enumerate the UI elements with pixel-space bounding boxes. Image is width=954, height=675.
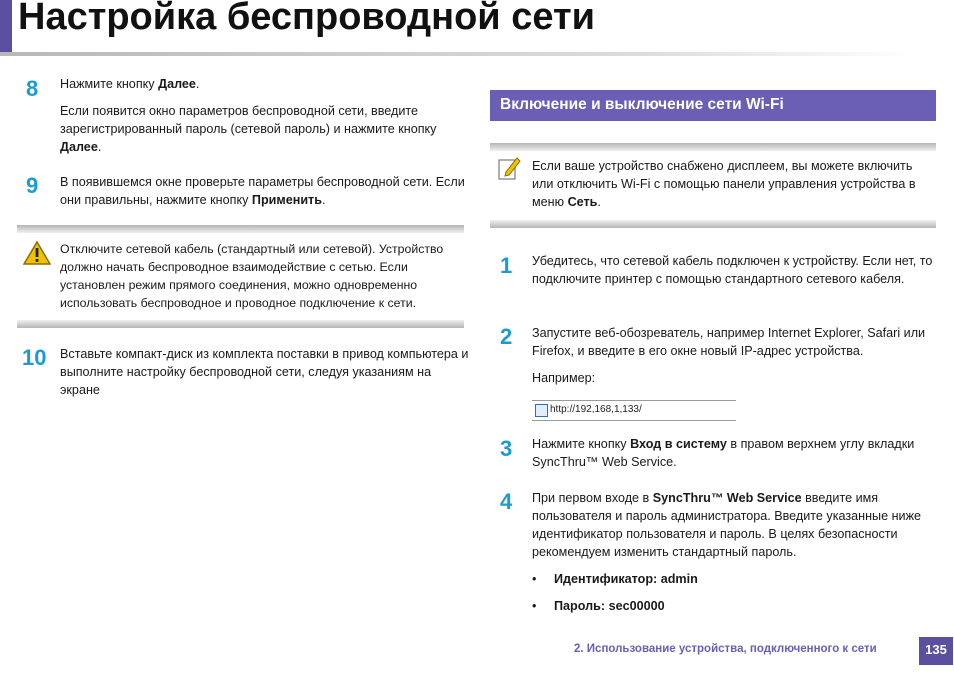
step-10-text: Вставьте компакт-диск из комплекта поставки в привод компьютера и выполните настройку беспроводной сети, следуя указаниям на экране (60, 347, 469, 397)
step-1-text: Убедитесь, что сетевой кабель подключен к устройству. Если нет, то подключите принтер с помощью стандартного сетевого кабеля. (532, 254, 933, 286)
step-8-para2: Если появится окно параметров беспроводной сети, введите зарегистрированный пароль (сетевой пароль) и нажмите кнопку Далее. (60, 104, 437, 154)
page-title: Настройка беспроводной сети (18, 0, 595, 38)
note-text: Если ваше устройство снабжено дисплеем, вы можете включить или отключить Wi-Fi с помощью панели управления устройства в меню Сеть. (532, 159, 916, 209)
step-3-text: Нажмите кнопку Вход в систему в правом верхнем углу вкладки SyncThru™ Web Service. (532, 437, 915, 469)
title-accent-bar (0, 0, 12, 52)
bullet-marker: • (532, 572, 537, 586)
caution-text: Отключите сетевой кабель (стандартный или сетевой). Устройство должно начать беспроводное взаимодействие с сетью. Если установлен режим прямого соединения, можно одновременно использовать беспроводное и проводное подключение к сети. (60, 242, 444, 310)
section-heading: Включение и выключение сети Wi-Fi (490, 90, 936, 121)
caution-bottom-rule (17, 320, 464, 328)
bullet-marker: • (532, 599, 537, 613)
step-4-text: При первом входе в SyncThru™ Web Service введите имя пользователя и пароль администратора. Введите указанные ниже идентификатор пользователя и пароль. В целях безопасности рекомендуем изменить стандартный пароль. (532, 491, 922, 559)
step-2-text: Запустите веб-обозреватель, например Internet Explorer, Safari или Firefox, и введите в его окне новый IP-адрес устройства. (532, 326, 926, 358)
page-number: 135 (919, 637, 953, 665)
step-2-example-label: Например: (532, 371, 596, 385)
address-bar-example (532, 400, 736, 422)
title-underline (0, 52, 915, 56)
bullet-password: Пароль: sec00000 (554, 599, 665, 613)
url-text: http://192,168,1,133/ (550, 404, 642, 415)
browser-favicon-icon (535, 404, 548, 417)
note-pencil-icon (497, 155, 521, 186)
step-8-line1: Нажмите кнопку Далее. (60, 77, 200, 91)
caution-icon (23, 240, 51, 271)
step-8-number: 8 (26, 76, 39, 101)
note-top-rule (490, 143, 936, 151)
footer-chapter-text: 2. Использование устройства, подключенного к сети (574, 643, 877, 655)
step-10-number: 10 (22, 345, 47, 370)
step-2-number: 2 (500, 324, 513, 349)
step-1-number: 1 (500, 253, 513, 278)
note-bottom-rule (490, 220, 936, 228)
step-3-number: 3 (500, 436, 513, 461)
bullet-user-id: Идентификатор: admin (554, 572, 698, 586)
step-9-text: В появившемся окне проверьте параметры беспроводной сети. Если они правильны, нажмите кнопку Применить. (60, 175, 465, 207)
step-4-number: 4 (500, 489, 513, 514)
caution-top-rule (17, 225, 464, 233)
step-9-number: 9 (26, 173, 39, 198)
